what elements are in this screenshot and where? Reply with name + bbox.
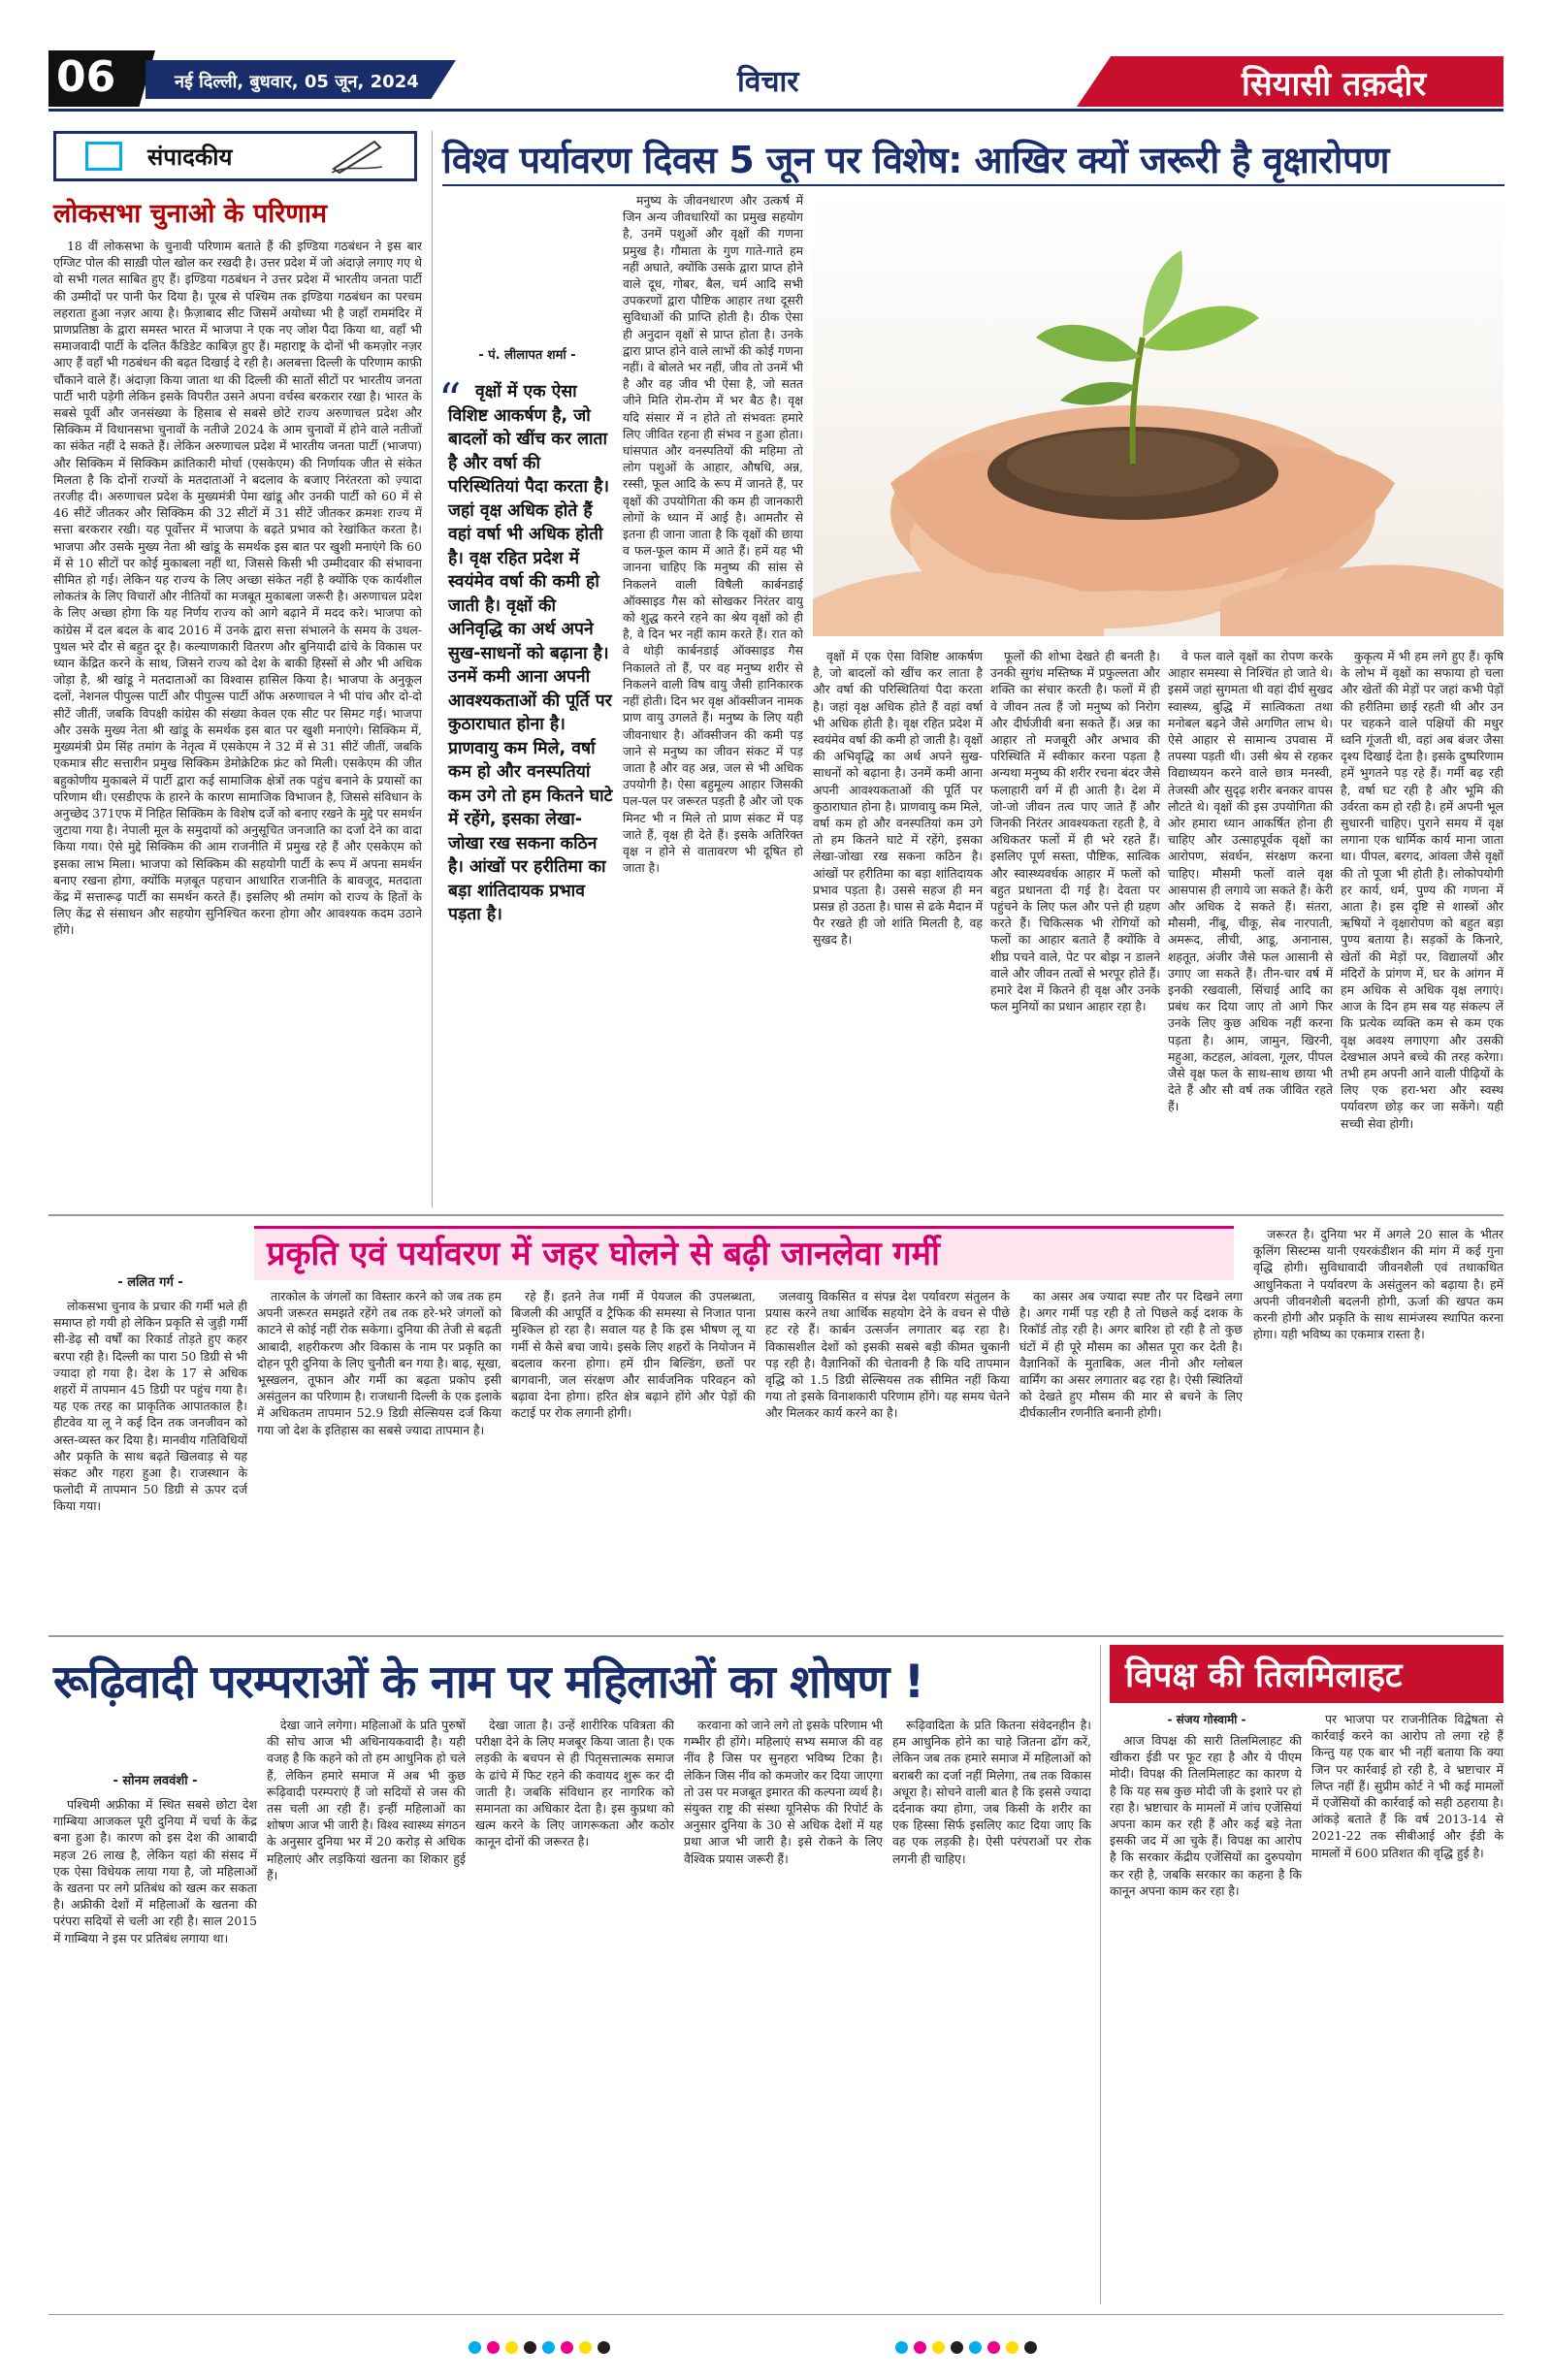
- heat-col-5: [1019, 1288, 1243, 1625]
- plant-hands-image: [813, 192, 1504, 636]
- opp-text-2: पर भाजपा पर राजनीतिक विद्वेषता से कार्रवाई करने का आरोप तो लगा रहे हैं किन्तु यह एक बार भी नहीं बताया कि क्या जिन पर कार्रवाई हो रही है, वे भ्रष्टाचार में लिप्त नहीं हैं। सुप्रीम कोर्ट ने भी कई मामलों में एजेंसियों की कार्रवाई को सही ठहराया है। आंकड़े बताते हैं कि वर्ष 2013-14 से 2021-22 तक सीबीआई और ईडी के मामलों में 600 प्रतिशत की वृद्धि हुई है।: [1311, 1712, 1504, 1860]
- enviro-col-5: [1341, 648, 1504, 1201]
- masthead-rule: [48, 109, 1504, 112]
- heat-text-1: लोकसभा चुनाव के प्रचार की गर्मी भले ही समाप्त हो गयी हो लेकिन प्रकृति से जुड़ी गर्मी सी-डेढ़ सौ वर्षों का रिकार्ड तोड़ते हुए कहर बरपा रही है। दिल्ली का पारा 50 डिग्री से भी ज्यादा हो गया है। देश के 17 से अधिक शहरों में तापमान 45 डिग्री पर पहुंच गया है। यह एक तरह का प्राकृतिक आपातकाल है। हीटवेव या लू ने कई दिन तक जनजीवन को अस्त-व्यस्त कर दिया है। मानवीय गतिविधियों और प्रकृति के साथ बढ़ते खिलवाड़ से यह संकट और गहरा हुआ है। राजस्थान के फलोदी में तापमान 50 डिग्री से ऊपर दर्ज किया गया।: [53, 1299, 247, 1514]
- women-col-5: [892, 1717, 1091, 2300]
- registration-dot: [895, 2341, 908, 2354]
- registration-dot: [987, 2341, 1000, 2354]
- registration-dot: [1024, 2341, 1037, 2354]
- registration-dot: [598, 2341, 610, 2354]
- women-text-3: देखा जाता है। उन्हें शारीरिक पवित्रता की परीक्षा देने के लिए मजबूर किया जाता है। एक लड़की के बचपन से ही पितृसत्तात्मक समाज के ढांचे में फिट रहने की कवायद शुरू कर दी जाती है। जबकि संविधान हर नागरिक को समानता का अधिकार देता है। इस कुप्रथा को खत्म करने के लिए जागरूकता और कठोर कानून दोनों की जरूरत है।: [475, 1718, 674, 1849]
- enviro-text-4: वे फल वाले वृक्षों का रोपण करके आहार समस्या से निश्चिंत हो जाते थे। इसमें जहां सुगमता थी वहां दीर्घ सुखद स्वास्थ्य, बुद्धि में सात्विकता तथा मनोबल बढ़ने जैसे अगणित लाभ थे। ऐसे आहार से सामान्य उपवास में तपस्या पड़ती थी। उसी श्रेय से रहकर विद्याध्ययन करने वाले छात्र मनस्वी, तेजस्वी और सुदृढ़ शरीर बनकर वापस लौटते थे। वृक्षों की इस उपयोगिता की ओर हमारा ध्यान आकर्षित होना ही चाहिए और उत्साहपूर्वक वृक्षों का आरोपण, संवर्धन, संरक्षण करना चाहिए। मौसमी फलों वाले वृक्ष आसपास ही लगाये जा सकते हैं। केरी और अधिक दे सकते हैं। संतरा, मौसमी, नींबू, चीकू, सेब नारपाती, अमरूद, लीची, आडू, अनानास, शहतूत, अंजीर जैसे फल आसानी से उगाए जा सकते हैं। तीन-चार वर्ष में इनकी रखवाली, सिंचाई आदि का प्रबंध कर दिया जाए तो आगे फिर उनके लिए कुछ अधिक नहीं करना पड़ता है। आम, जामुन, खिरनी, महुआ, कटहल, आंवला, गूलर, पीपल जैसे वृक्ष फल के साथ-साथ छाया भी देते हैं और सौ वर्ष तक जीवित रहते हैं।: [1168, 649, 1333, 1114]
- editorial-tag: संपादकीय: [147, 144, 233, 171]
- heat-text-4: जलवायु विकसित व संपन्न देश पर्यावरण संतुलन के प्रयास करने तथा आर्थिक सहयोग देने के वचन से पीछे हट रहे हैं। कार्बन उत्सर्जन लगातार बढ़ रहा है। विकासशील देशों को इसकी सबसे बड़ी कीमत चुकानी पड़ रही है। वैज्ञानिकों की चेतावनी है कि यदि तापमान वृद्धि को 1.5 डिग्री सेल्सियस तक सीमित नहीं किया गया तो इसके विनाशकारी परिणाम होंगे। यह समय चेतने और मिलकर कार्य करने का है।: [765, 1289, 1010, 1421]
- heat-text-2: तारकोल के जंगलों का विस्तार करने को जब तक हम अपनी जरूरत समझते रहेंगे तब तक हरे-भरे जंगलों को काटने से कोई नहीं रोक सकेगा। दुनिया की तेजी से बढ़ती आबादी, शहरीकरण और विकास के नाम पर प्रकृति का दोहन पूरी दुनिया के लिए चुनौती बन गया है। बाढ़, सूखा, भूस्खलन, तूफान और गर्मी का बढ़ता प्रकोप इसी असंतुलन का परिणाम है। राजधानी दिल्ली के एक इलाके में अधिकतम तापमान 52.9 डिग्री सेल्सियस दर्ज किया गया जो देश के इतिहास का सबसे ज्यादा तापमान है।: [257, 1289, 501, 1437]
- opp-byline: - संजय गोस्वामी -: [1167, 1713, 1246, 1726]
- registration-dot: [505, 2341, 518, 2354]
- women-text-2: देखा जाने लगेगा। महिलाओं के प्रति पुरुषों की सोच आज भी अधिनायकवादी है। यही वजह है कि कहने को तो हम आधुनिक हो चले हैं, लेकिन हमारे समाज में अब भी कुछ रूढ़िवादी परम्पराएं हैं जो सदियों से जस की तस चली आ रही हैं। इन्हीं महिलाओं का शोषण आज भी जारी है। विश्व स्वास्थ्य संगठन के अनुसार दुनिया भर में 20 करोड़ से अधिक महिलाएं और लड़कियां खतना का शिकार हुई हैं।: [267, 1718, 466, 1882]
- women-col-1: [53, 1796, 257, 2300]
- enviro-text-1: मनुष्य के जीवनधारण और उत्कर्ष में जिन अन्य जीवधारियों का प्रमुख सहयोग है, उनमें पशुओं और वृक्षों की गणना प्रमुख है। गौमाता के गुण गाते-गाते हम नहीं अघाते, क्योंकि उसके द्वारा प्राप्त होने वाले दूध, गोबर, बैल, चर्म आदि सभी उपकरणों द्वारा पौष्टिक आहार तथा दूसरी सुविधाओं की प्राप्ति होती है। ठीक ऐसा ही अनुदान वृक्षों से प्राप्त होता है। उनके द्वारा प्राप्त होने वाले लाभों की कोई गणना नहीं। वे बोलते भर नहीं, जीव तो उनमें भी है और वह जीव भी ऐसा है, जो सतत जीने मिति रोम-रोम में भर बैठ है। वृक्ष यदि संसार में न होते तो संभवतः हमारे लिए जीवित रहना ही संभव न हुआ होता। घांसपात और वनस्पतियों की महिमा तो लोग पशुओं के आहार, औषधि, अन्न, रस्सी, फूल आदि के रूप में जानते हैं, पर वृक्षों की उपयोगिता की कम ही जानकारी लोगों के ध्यान में आई है। आमतौर से इतना ही जाना जाता है कि वृक्षों की छाया व फल-फूल काम में आते हैं। हमें यह भी जानना चाहिए कि मनुष्य की सांस से निकलने वाली विषैली कार्बनडाई ऑक्साइड गैस को सोखकर निरंतर वायु को शुद्ध करने रहने का श्रेय वृक्षों को ही है, वे दिन भर नहीं काम करते हैं। रात को वे थोड़ी कार्बनडाई ऑक्साइड गैस निकालते तो हैं, पर वह मनुष्य शरीर से निकलने वाली विष वायु जैसी हानिकारक नहीं होती। दिन भर वृक्ष ऑक्सीजन नामक प्राण वायु उगलते हैं। मनुष्य के लिए यही जीवनाधार है। ऑक्सीजन की कमी पड़ जाने से मनुष्य का जीवन संकट में पड़ जाता है और वह अन्न, जल से भी अधिक उपयोगी है। ऐसा बहुमूल्य आहार जिसकी पल-पल पर जरूरत पड़ती है और जो एक मिनट भी न मिले तो प्राण संकट में पड़ जाते हैं, वृक्ष ही देते हैं। इसके अतिरिक्त वृक्ष न होने से वातावरण भी दूषित हो जाता है।: [623, 193, 803, 876]
- color-registration-right: [892, 2339, 1040, 2358]
- editorial-checkbox-icon: [85, 142, 122, 171]
- footer-rule: [48, 2314, 1504, 2315]
- heat-col-1: [53, 1298, 247, 1625]
- women-opp-divider: [1100, 1645, 1101, 2304]
- enviro-byline: - पं. लीलापत शर्मा -: [478, 348, 576, 363]
- women-byline: - सोनम लववंशी -: [113, 1774, 198, 1788]
- heat-text-3: रहे हैं। इतने तेज गर्मी में पेयजल की उपलब्धता, बिजली की आपूर्ति व ट्रैफिक की समस्या से निजात पाना मुश्किल हो रहा है। सवाल यह है कि इस भीषण लू या गर्मी से कैसे बचा जाये। इसके लिए शहरों के नियोजन में बदलाव करना होगा। हमें ग्रीन बिल्डिंग, छतों पर बागवानी, जल संरक्षण और सार्वजनिक परिवहन को बढ़ावा देना होगा। हरित क्षेत्र बढ़ाने होंगे और पेड़ों की कटाई पर रोक लगानी होगी।: [511, 1289, 756, 1421]
- registration-dot: [542, 2341, 555, 2354]
- color-registration-left: [466, 2339, 613, 2358]
- women-col-4: [684, 1717, 883, 2300]
- enviro-text-2: वृक्षों में एक ऐसा विशिष्ट आकर्षण है, जो बादलों को खींच कर लाता है और वर्षा की परिस्थितियां पैदा करता है। जहां वृक्ष अधिक होते हैं वहां वर्षा भी अधिक होती है। वृक्ष रहित प्रदेश में स्वयंमेव वर्षा की कमी हो जाती है। वृक्षों की अभिवृद्धि का अर्थ अपने सुख-साधनों को बढ़ाना है। उनमें कमी आना अपनी आवश्यकताओं की पूर्ति पर कुठाराघात होना है। प्राणवायु कम मिले, वर्षा कम हो और वनस्पतियां कम उगे तो हम कितने घाटे में रहेंगे, इसका लेखा-जोखा रख सकना कठिन है। आंखों पर हरीतिमा का बड़ा शांतिदायक प्रभाव पड़ता है। उससे सहज ही मन प्रसन्न हो उठता है। घास से ढके मैदान में पैर रखते ही जो शांति मिलती है, वह सुखद है।: [813, 649, 983, 948]
- enviro-pullquote: वृक्षों में एक ऐसा विशिष्ट आकर्षण है, जो बादलों को खींच कर लाता है और वर्षा की परिस्थितियां पैदा करता है। जहां वृक्ष अधिक होते हैं वहां वर्षा भी अधिक होती है। वृक्ष रहित प्रदेश में स्वयंमेव वर्षा की कमी हो जाती है। वृक्षों की अनिवृद्धि का अर्थ अपने सुख-साधनों को बढ़ाना है। उनमें कमी आना अपनी आवश्यकताओं की पूर्ति पर कुठाराघात होना है। प्राणवायु कम मिले, वर्षा कम हो और वनस्पतियां कम उगे तो हम कितने घाटे में रहेंगे, इसका लेखा-जोखा रख सकना कठिन है। आंखों पर हरीतिमा का बड़ा शांतिदायक प्रभाव पड़ता है।: [448, 382, 613, 924]
- enviro-headline: विश्व पर्यावरण दिवस 5 जून पर विशेष: आखिर क्यों जरूरी है वृक्षारोपण: [442, 139, 1390, 181]
- opp-text-1: आज विपक्ष की सारी तिलमिलाहट की खीकरा ईडी पर फूट रहा है और ये पीएम मोदी। विपक्ष की तिलमिलाहट का कारण ये है कि यह सब कुछ मोदी जी के इशारे पर हो रहा है। भ्रष्टाचार के मामलों में जांच एजेंसियां अपना काम कर रही हैं और कई बड़े नेता इसकी जद में आ चुके हैं। विपक्ष का आरोप है कि सरकार केंद्रीय एजेंसियों का दुरुपयोग कर रही है, जबकि सरकार का कहना है कि कानून अपना काम कर रहा है।: [1110, 1733, 1302, 1898]
- registration-dot: [579, 2341, 592, 2354]
- enviro-text-3: फूलों की शोभा देखते ही बनती है। उनकी सुगंध मस्तिष्क में प्रफुल्लता और शक्ति का संचार करती है। फलों में ही वे जीवन तत्व हैं जो मनुष्य को निरोग और दीर्घजीवी बना सकते हैं। अन्न का आहार तो मजबूरी और अभाव की परिस्थिति में स्वीकार करना पड़ता है अन्यथा मनुष्य की शरीर रचना बंदर जैसे फलाहारी वर्ग में ही आती है। देश में जो-जो जीवन तत्व पाए जाते हैं और जिनकी निरंतर आवश्यकता रहती है, वे अधिकतर फलों में ही भरे रहते हैं। इसलिए पूर्ण सस्ता, पौष्टिक, सात्विक और स्वास्थ्यवर्धक आहार में फलों को बहुत प्रधानता दी गई है। देवता पर पहुंचने के लिए फल और पत्ते ही ग्रहण करते हैं। चिकित्सक भी रोगियों को फलों का आहार बताते हैं क्योंकि वे शीघ्र पचने वाले, पेट पर बोझ न डालने वाले और जीवन तत्वों से भरपूर होते हैं। हमारे देश में कितने ही वृक्ष और उनके फल मुनियों का प्रधान आहार रहा है।: [990, 649, 1160, 1014]
- registration-dot: [561, 2341, 573, 2354]
- page-number: 06: [56, 52, 116, 102]
- registration-dot: [951, 2341, 963, 2354]
- column-title: सियासी तक़दीर: [1242, 65, 1427, 104]
- dateline: नई दिल्ली, बुधवार, 05 जून, 2024: [175, 72, 419, 92]
- enviro-col-4: [1168, 648, 1333, 1201]
- quote-icon: “: [438, 373, 462, 426]
- heat-col-4: [765, 1288, 1010, 1625]
- enviro-text-5: कुकृत्य में भी हम लगे हुए हैं। कृषि के लोभ में वृक्षों का सफाया हो चला और खेतों की मेड़ों पर जहां कभी पेड़ों की हरीतिमा छाई रहती थी और उन पर चहकने वाले पक्षियों की मधुर ध्वनि गूंजती थी, वहां अब बंजर जैसा दृश्य दिखाई देता है। इसके दुष्परिणाम हमें भुगतने पड़ रहे हैं। गर्मी बढ़ रही है, वर्षा घट रही है और भूमि की उर्वरता कम हो रही है। हमें अपनी भूल सुधारनी चाहिए। पुराने समय में वृक्ष लगाना एक धार्मिक कार्य माना जाता था। पीपल, बरगद, आंवला जैसे वृक्षों की तो पूजा भी होती है। लोकोपयोगी हर कार्य, धर्म, पुण्य की गणना में आता है। इस दृष्टि से शास्त्रों और ऋषियों ने वृक्षारोपण को बहुत बड़ा पुण्य बताया है। सड़कों के किनारे, खेतों की मेड़ों पर, विद्यालयों और मंदिरों के प्रांगण में, घर के आंगन में हम अधिक से अधिक वृक्ष लगाएं। आज के दिन हम सब यह संकल्प लें कि प्रत्येक व्यक्ति कम से कम एक वृक्ष अवश्य लगाएगा और उसकी देखभाल अपने बच्चे की तरह करेगा। तभी हम अपनी आने वाली पीढ़ियों के लिए एक हरा-भरा और स्वस्थ पर्यावरण छोड़ कर जा सकेंगे। यही सच्ची सेवा होगी।: [1341, 649, 1504, 1131]
- editorial-divider: [432, 131, 433, 1207]
- women-text-4: करवाना को जाने लगे तो इसके परिणाम भी गम्भीर ही होंगे। महिलाएं सभ्य समाज की वह नींव है जिस पर सुनहरा भविष्य टिका है। लेकिन जिस नींव को कमजोर कर दिया जाएगा तो उस पर मजबूत इमारत की कल्पना व्यर्थ है। संयुक्त राष्ट्र की संस्था यूनिसेफ की रिपोर्ट के अनुसार दुनिया के 30 से अधिक देशों में यह प्रथा आज भी जारी है। इसे रोकने के लिए वैश्विक प्रयास जरूरी हैं।: [684, 1718, 883, 1866]
- heat-top-rule: [254, 1226, 1234, 1229]
- section-rule-2: [48, 1635, 1504, 1637]
- heat-text-5: का असर अब ज्यादा स्पष्ट तौर पर दिखने लगा है। अगर गर्मी पड़ रही है तो पिछले कई दशक के रिकॉर्ड तोड़ रही है। अगर बारिश हो रही है तो कुछ घंटों में ही पूरे मौसम का औसत पूरा कर देती है। वैज्ञानिकों के मुताबिक, अल नीनो और ग्लोबल वार्मिंग का असर लगातार बढ़ रहा है। ऐसी स्थितियों को देखते हुए मौसम की मार से बचने के लिए दीर्घकालीन रणनीति बनानी होगी।: [1019, 1289, 1243, 1421]
- registration-dot: [932, 2341, 945, 2354]
- section-title: विचार: [737, 65, 799, 99]
- enviro-headline-rule: [442, 184, 1504, 186]
- registration-dot: [914, 2341, 926, 2354]
- women-col-3: [475, 1717, 674, 2300]
- registration-dot: [969, 2341, 982, 2354]
- heat-col-2: [257, 1288, 501, 1625]
- heat-byline: - ललित गर्ग -: [117, 1275, 183, 1290]
- women-text-1: पश्चिमी अफ्रीका में स्थित सबसे छोटा देश गाम्बिया आजकल पूरी दुनिया में चर्चा के केंद्र बना हुआ है। कारण को इस देश की आबादी महज 26 लाख है, लेकिन यहां की संसद में एक ऐसा विधेयक लाया गया है, जो महिलाओं के खतना पर लगे प्रतिबंध को खत्म कर सकता है। अफ्रीकी देशों में महिलाओं के खतना की परंपरा सदियों से चली आ रही है। साल 2015 में गाम्बिया ने इस पर प्रतिबंध लगाया था।: [53, 1797, 257, 1946]
- opp-col-2: [1311, 1711, 1504, 2300]
- registration-dot: [487, 2341, 500, 2354]
- pen-icon: [328, 136, 386, 175]
- enviro-col-3: [990, 648, 1160, 1201]
- women-col-2: [267, 1717, 466, 2300]
- heat-col-3: [511, 1288, 756, 1625]
- editorial-body: [53, 238, 422, 1207]
- women-text-5: रूढ़िवादिता के प्रति कितना संवेदनहीन है। हम आधुनिक होने का चाहे जितना ढोंग करें, लेकिन जब तक हमारे समाज में महिलाओं को बराबरी का दर्जा नहीं मिलेगा, तब तक विकास अधूरा है। सोचने वाली बात है कि इससे ज्यादा दर्दनाक क्या होगा, जब किसी के शरीर का एक हिस्सा सिर्फ इसलिए काट दिया जाए कि वह एक लड़की है। ऐसी परंपराओं पर रोक लगनी ही चाहिए।: [892, 1718, 1091, 1866]
- registration-dot: [524, 2341, 536, 2354]
- heat-headline: प्रकृति एवं पर्यावरण में जहर घोलने से बढ़ी जानलेवा गर्मी: [267, 1235, 940, 1273]
- editorial-headline: लोकसभा चुनाओ के परिणाम: [53, 199, 327, 229]
- women-headline: रूढ़िवादी परम्पराओं के नाम पर महिलाओं का शोषण !: [53, 1656, 924, 1709]
- enviro-col-1: [623, 192, 803, 1201]
- editorial-text: 18 वीं लोकसभा के चुनावी परिणाम बताते हैं की इण्डिया गठबंधन ने इस बार एग्जिट पोल की साख़ी पोल खोल कर रखदी है। उत्तर प्रदेश में जो अंदाज़े लगाए गए थे वो सभी गलत साबित हुए हैं। इण्डिया गठबंधन ने उत्तर प्रदेश में भारतीय जनता पार्टी की उम्मीदों पर पानी फेर दिया है। पूरब से पश्चिम तक इण्डिया गठबंधन का परचम लहराता हुआ नज़र आया है। फ़ैज़ाबाद सीट जिसमें अयोध्या भी है जहाँ राममंदिर में प्राणप्रतिष्ठा के द्वारा समस्त भारत में भाजपा ने एक नए जोश पैदा किया था, वहाँ भी समाजवादी पार्टी के दलित कैंडिडेट काबिज़ हुए हैं। महाराष्ट्र के दोनों भी कमज़ोर नज़र आए हैं वहाँ भी गठबंधन की बढ़त दिखाई दे रही है। अलबत्ता दिल्ली के परिणाम काफ़ी चौंकाने वाले हैं। अंदाज़ा किया जाता था की दिल्ली की सातों सीटों पर भारतीय जनता पार्टी भारी पड़ेगी लेकिन इसके विपरीत उसने अपना वर्चस्व बरकरार रखा है। भारत के सबसे पूर्वी और जनसंख्या के हिसाब से सबसे छोटे राज्य अरुणाचल प्रदेश और सिक्किम में विधानसभा चुनावों के नतीजे 2024 के आम चुनावों में होने वाले नतीजों का संकेत नहीं दे सकते हैं। लेकिन अरुणाचल प्रदेश में भारतीय जनता पार्टी (भाजपा) और सिक्किम में सिक्किम क्रांतिकारी मोर्चा (एसकेएम) की निर्णायक जीत से संकेत मिलता है कि दोनों राज्यों के मतदाताओं ने बदलाव के बजाए निरंतरता को ज़्यादा तरजीह दी। अरुणाचल प्रदेश के मुख्यमंत्री पेमा खांडू और उनकी पार्टी को 60 में से 46 सीटें जीतकर और सिक्किम की 32 सीटों में 31 सीटें जीतकर क्रमशः राज्य में सत्ता बरकरार रखी। यह पूर्वोत्तर में भाजपा के बढ़ते प्रभाव को रेखांकित करता है। भाजपा और उसके मुख्य नेता श्री खांडू के समर्थक इस बात पर खुशी मनाएंगे कि 60 में से 10 सीटों पर कोई मुकाबला नहीं था, जिससे किसी भी उम्मीदवार की संभावना सीमित हो गई। लेकिन यह राज्य के लिए अच्छा संकेत नहीं है क्योंकि एक कार्यशील लोकतंत्र के लिए विचारों और नीतियों का मजबूत मुकाबला जरूरी है। अरुणाचल प्रदेश के लिए अच्छा होगा कि यह निर्णय राज्य को आगे बढ़ाने में मदद करे। भाजपा को कांग्रेस में दल बदल के बाद 2016 में उनके द्वारा सत्ता संभालने के समय के उथल-पुथल भरे दौर से बहुत दूर है। कल्याणकारी वितरण और बुनियादी ढांचे के विकास पर ध्यान केंद्रित करने के साथ, जिसने राज्य को देश के बाकी हिस्सों से और भी अधिक जोड़ा है, श्री खांडू ने मतदाताओं का विश्वास हासिल किया है। भाजपा के अनुकूल दलों, नेशनल पीपुल्स पार्टी और पीपुल्स पार्टी ऑफ अरुणाचल ने भी पांच और दो-दो सीटें जीतीं, जबकि विपक्षी कांग्रेस की संख्या केवल एक सीट पर सिमट गई। भाजपा और उसके मुख्य नेता श्री खांडू के समर्थक इस बात पर खुशी मनाएंगे। सिक्किम में, मुख्यमंत्री प्रेम सिंह तमांग के नेतृत्व में एसकेएम ने 32 में से 31 सीटें जीतीं, जबकि एकमात्र सीट सत्तारीन प्रमुख सिक्किम डेमोक्रेटिक फ्रंट को मिली। एसकेएम की जीत बहुकोणीय मुकाबले में पार्टी द्वारा कई सामाजिक क्षेत्रों तक पहुंच बनाने के प्रयासों का परिणाम थी। एसडीएफ के हारने के कारण सामाजिक विभाजन है, जिससे संविधान के अनुच्छेद 371एफ में निहित सिक्किम के विशेष दर्जे को बनाए रखने के मुद्दे पर समर्थन जुटाया गया है। नेपाली मूल के समुदायों को अनुसूचित जनजाति का दर्जा देने का वादा किया गया। ऐसे मुद्दे सिक्किम की आम राजनीति में प्रमुख रहे हैं और एसकेएम को इसका लाभ मिला। भाजपा को सिक्किम की सहयोगी पार्टी के रूप में अपना समर्थन बनाए रखना होगा, क्योंकि मज़बूत पहचान आधारित राजनीति के बावजूद, मतदाता केंद्र में सत्तारूढ़ पार्टी का समर्थन करते हैं। इसलिए श्री तमांग को राज्य के हितों के लिए केंद्र से संसाधन और सहयोग सुनिश्चित करना होगा और आवश्यक कदम उठाने होंगे।: [53, 239, 422, 938]
- enviro-col-2: [813, 648, 983, 1201]
- opp-col-1: [1110, 1732, 1302, 2300]
- masthead: [0, 0, 1552, 107]
- section-rule-1: [48, 1214, 1504, 1216]
- registration-dot: [1006, 2341, 1018, 2354]
- heat-col-6: [1253, 1226, 1504, 1625]
- opp-headline: विपक्ष की तिलमिलाहट: [1125, 1656, 1403, 1695]
- heat-text-6: जरूरत है। दुनिया भर में अगले 20 साल के भीतर कूलिंग सिस्टम्स यानी एयरकंडीशन की मांग में कई गुना वृद्धि होगी। सुविधावादी जीवनशैली एवं तथाकथित आधुनिकता ने पर्यावरण के असंतुलन को बढ़ाया है। हमें अपनी जीवनशैली बदलनी होगी, ऊर्जा की खपत कम करनी होगी और प्रकृति के साथ सामंजस्य स्थापित करना होगा। यही भविष्य का एकमात्र रास्ता है।: [1253, 1227, 1504, 1342]
- registration-dot: [469, 2341, 481, 2354]
